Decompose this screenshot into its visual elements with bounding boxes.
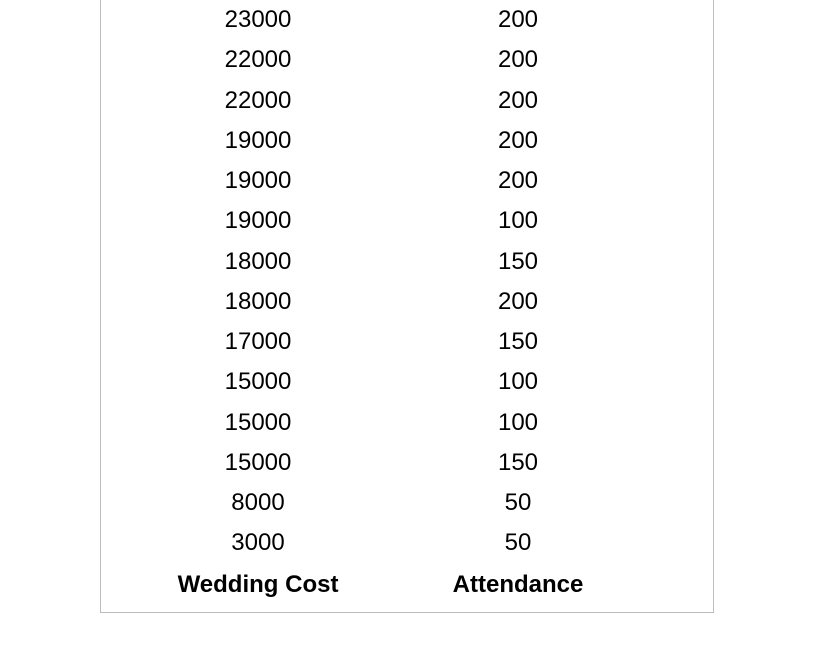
attendance-cell: 50 — [504, 529, 532, 557]
wedding-cost-cell: 15000 — [224, 408, 292, 436]
wedding-cost-cell: 19000 — [224, 207, 292, 235]
table-row — [128, 362, 648, 402]
attendance-header: Attendance — [452, 570, 584, 598]
table-row — [128, 523, 648, 563]
table-row — [128, 0, 648, 40]
wedding-cost-cell: 8000 — [231, 489, 285, 516]
wedding-cost-cell: 18000 — [224, 247, 292, 275]
table-row — [128, 483, 648, 523]
header-row — [128, 564, 648, 606]
attendance-cell: 100 — [497, 368, 539, 396]
table-row — [128, 161, 648, 201]
attendance-cell: 200 — [497, 167, 539, 194]
table-row — [128, 282, 648, 322]
attendance-cell: 200 — [497, 287, 539, 315]
attendance-cell: 100 — [497, 408, 539, 436]
wedding-cost-cell: 18000 — [224, 287, 292, 315]
wedding-cost-cell: 19000 — [224, 167, 292, 194]
wedding-cost-cell: 19000 — [224, 126, 292, 154]
wedding-cost-cell: 15000 — [224, 448, 292, 476]
attendance-cell: 100 — [497, 207, 539, 235]
table-body — [128, 0, 648, 606]
table-row — [128, 242, 648, 282]
wedding-cost-cell: 17000 — [224, 328, 292, 355]
table-row — [128, 121, 648, 161]
wedding-cost-cell: 22000 — [224, 86, 292, 114]
data-table — [128, 0, 648, 606]
table-row — [128, 322, 648, 362]
table-row — [128, 40, 648, 80]
wedding-cost-cell: 22000 — [224, 46, 292, 74]
attendance-cell: 150 — [497, 247, 539, 275]
table-row — [128, 443, 648, 483]
attendance-cell: 200 — [497, 126, 539, 154]
table-row — [128, 81, 648, 121]
wedding-cost-cell: 15000 — [224, 368, 292, 396]
attendance-cell: 50 — [504, 489, 532, 516]
attendance-cell: 150 — [497, 328, 539, 355]
wedding-cost-cell: 3000 — [231, 529, 285, 557]
table-row — [128, 201, 648, 241]
attendance-cell: 200 — [497, 6, 539, 33]
attendance-cell: 200 — [497, 86, 539, 114]
table-row — [128, 403, 648, 443]
wedding-cost-cell: 23000 — [224, 6, 292, 33]
wedding-cost-header: Wedding Cost — [177, 570, 339, 598]
attendance-cell: 150 — [497, 448, 539, 476]
attendance-cell: 200 — [497, 46, 539, 74]
